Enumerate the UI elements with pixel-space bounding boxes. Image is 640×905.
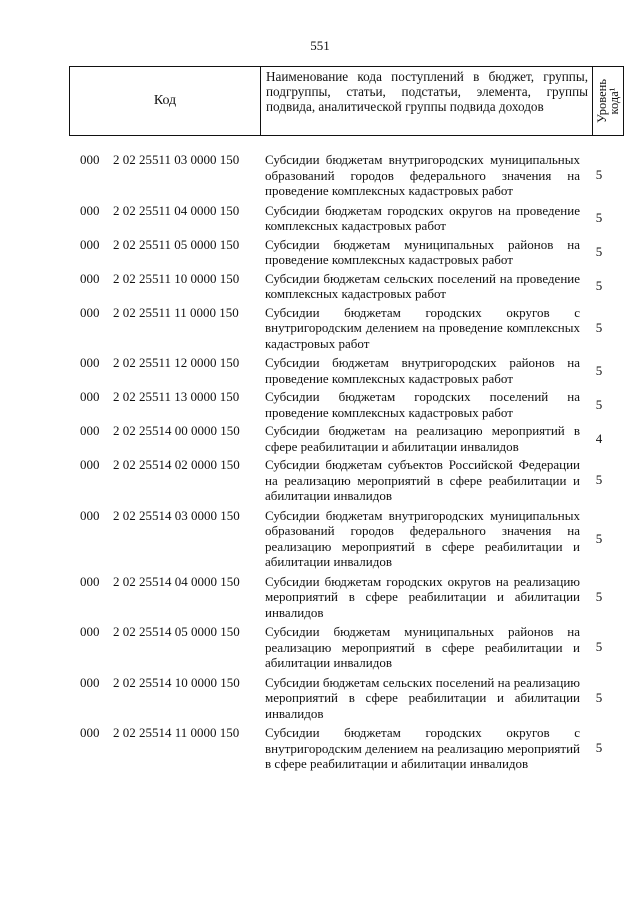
row-level: 5 — [595, 210, 603, 225]
row-code: 2 02 25511 12 0000 150 — [113, 355, 240, 370]
table-row — [0, 355, 640, 386]
row-code: 2 02 25511 03 0000 150 — [113, 152, 240, 167]
header-level-cell — [593, 67, 624, 136]
table-row — [0, 423, 640, 454]
row-prefix: 000 — [80, 457, 100, 472]
table-row — [0, 389, 640, 420]
row-prefix: 000 — [80, 624, 100, 639]
row-level: 5 — [595, 244, 603, 259]
row-prefix: 000 — [80, 202, 100, 218]
table-row — [0, 508, 640, 570]
row-code: 2 02 25514 11 0000 150 — [113, 725, 240, 740]
row-level: 5 — [595, 740, 603, 756]
row-level: 4 — [595, 430, 603, 446]
row-code: 2 02 25514 03 0000 150 — [113, 507, 240, 523]
table-header — [69, 66, 624, 136]
entries-list — [0, 152, 640, 772]
row-level: 5 — [595, 530, 603, 546]
row-name: Субсидии бюджетам субъектов Российской Федерации на реализацию мероприятий в сфере реабилитации и абилитации инвалидов — [265, 457, 580, 503]
row-name: Субсидии бюджетам на реализацию мероприятий в сфере реабилитации и абилитации инвалидов — [265, 423, 580, 454]
row-prefix: 000 — [80, 389, 100, 404]
row-name: Субсидии бюджетам внутригородских муниципальных образований городов федерального значения на реализацию мероприятий в сфере реабилитации и абилитации инвалидов — [265, 507, 580, 569]
row-name: Субсидии бюджетам внутригородских муниципальных образований городов федерального значения на проведение комплексных кадастровых работ — [265, 152, 580, 198]
header-level-line1: Уровень — [595, 78, 609, 124]
header-level-line2: кода¹ — [607, 87, 621, 115]
row-prefix: 000 — [80, 270, 100, 286]
table-row — [0, 305, 640, 352]
row-prefix: 000 — [80, 355, 100, 370]
row-level: 5 — [595, 362, 603, 378]
row-name: Субсидии бюджетам городских поселений на проведение комплексных кадастровых работ — [265, 389, 580, 420]
row-name: Субсидии бюджетам сельских поселений на реализацию мероприятий в сфере реабилитации и абилитации инвалидов — [265, 674, 580, 721]
row-name: Субсидии бюджетам городских округов с внутригородским делением на реализацию мероприятий в сфере реабилитации и абилитации инвалидов — [265, 725, 580, 771]
header-level-label — [596, 79, 620, 123]
table-row — [0, 675, 640, 722]
row-name: Субсидии бюджетам городских округов на проведение комплексных кадастровых работ — [265, 202, 580, 233]
row-prefix: 000 — [80, 573, 100, 589]
row-level: 5 — [595, 588, 603, 604]
table-row — [0, 152, 640, 199]
table-row — [0, 624, 640, 671]
row-code: 2 02 25514 04 0000 150 — [113, 573, 240, 589]
table-row — [0, 237, 640, 268]
row-level: 5 — [595, 472, 603, 488]
row-code: 2 02 25511 04 0000 150 — [113, 202, 240, 218]
row-prefix: 000 — [80, 725, 100, 740]
row-name: Субсидии бюджетам городских округов на реализацию мероприятий в сфере реабилитации и абилитации инвалидов — [265, 573, 580, 620]
row-level: 5 — [595, 639, 603, 655]
row-name: Субсидии бюджетам муниципальных районов на реализацию мероприятий в сфере реабилитации и абилитации инвалидов — [265, 624, 580, 670]
row-code: 2 02 25511 05 0000 150 — [113, 236, 240, 252]
table-row — [0, 457, 640, 504]
row-code: 2 02 25511 13 0000 150 — [113, 389, 240, 404]
row-code: 2 02 25514 05 0000 150 — [113, 624, 240, 639]
row-name: Субсидии бюджетам муниципальных районов на проведение комплексных кадастровых работ — [265, 236, 580, 267]
row-name: Субсидии бюджетам внутригородских районов на проведение комплексных кадастровых работ — [265, 355, 580, 386]
row-prefix: 000 — [80, 236, 100, 252]
header-code-label: Код — [70, 67, 261, 136]
row-level: 5 — [595, 689, 603, 705]
row-code: 2 02 25511 11 0000 150 — [113, 304, 239, 320]
table-row — [0, 725, 640, 772]
table-row — [0, 271, 640, 302]
row-level: 5 — [595, 319, 603, 335]
row-level: 5 — [595, 278, 603, 293]
table-row — [0, 203, 640, 234]
row-name: Субсидии бюджетам городских округов с внутригородским делением на проведение комплексных кадастровых работ — [265, 304, 580, 351]
page-number: 551 — [310, 38, 330, 53]
row-prefix: 000 — [80, 304, 100, 320]
row-level: 5 — [595, 167, 603, 183]
row-code: 2 02 25514 02 0000 150 — [113, 457, 240, 472]
row-code: 2 02 25511 10 0000 150 — [113, 270, 240, 286]
row-code: 2 02 25514 10 0000 150 — [113, 674, 240, 690]
row-code: 2 02 25514 00 0000 150 — [113, 423, 240, 438]
row-prefix: 000 — [80, 152, 100, 167]
table-row — [0, 574, 640, 621]
row-name: Субсидии бюджетам сельских поселений на проведение комплексных кадастровых работ — [265, 270, 580, 301]
row-level: 5 — [595, 396, 603, 412]
row-prefix: 000 — [80, 674, 100, 690]
header-name-label: Наименование кода поступлений в бюджет, группы, подгруппы, статьи, подстатьи, элемента, группы подвида, аналитической группы подвида доходов — [261, 67, 593, 136]
row-prefix: 000 — [80, 507, 100, 523]
row-prefix: 000 — [80, 423, 100, 438]
